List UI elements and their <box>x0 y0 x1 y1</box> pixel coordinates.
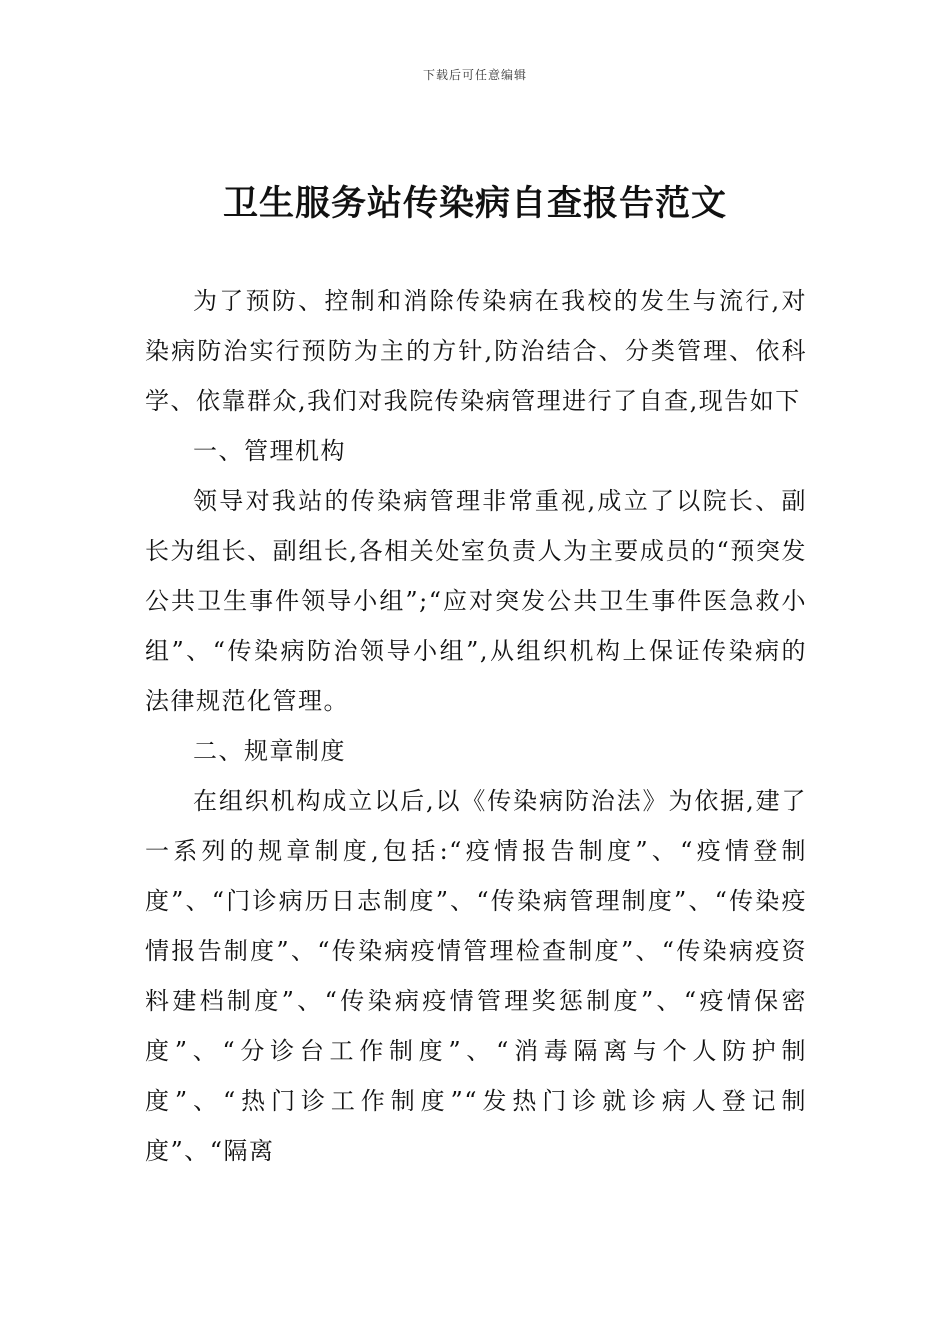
document-body <box>145 276 807 1176</box>
document-title: 卫生服务站传染病自查报告范文 <box>222 184 727 224</box>
intro-paragraph: 为了预防、控制和消除传染病在我校的发生与流行,对染病防治实行预防为主的方针,防治结合、分类管理、依科学、依靠群众,我们对我院传染病管理进行了自查,现告如下 <box>145 287 807 415</box>
section-heading-management: 一、管理机构 <box>193 437 346 465</box>
header-note: 下载后可任意编辑 <box>422 68 527 82</box>
section-heading-rules: 二、规章制度 <box>193 737 346 765</box>
rules-paragraph: 在组织机构成立以后,以《传染病防治法》为依据,建了一系列的规章制度,包括:“疫情报告制度”、“疫情登制度”、“门诊病历日志制度”、“传染病管理制度”、“传染疫情报告制度”、“传染病疫情管理检查制度”、“传染病疫资料建档制度”、“传染病疫情管理奖惩制度”、“疫情保密度”、“分诊台工作制度”、“消毒隔离与个人防护制度”、“热门诊工作制度”“发热门诊就诊病人登记制度”、“隔离 <box>145 787 807 1165</box>
management-paragraph: 领导对我站的传染病管理非常重视,成立了以院长、副长为组长、副组长,各相关处室负责人为主要成员的“预突发公共卫生事件领导小组”;“应对突发公共卫生事件医急救小组”、“传染病防治领导小组”,从组织机构上保证传染病的法律规范化管理。 <box>145 487 807 715</box>
